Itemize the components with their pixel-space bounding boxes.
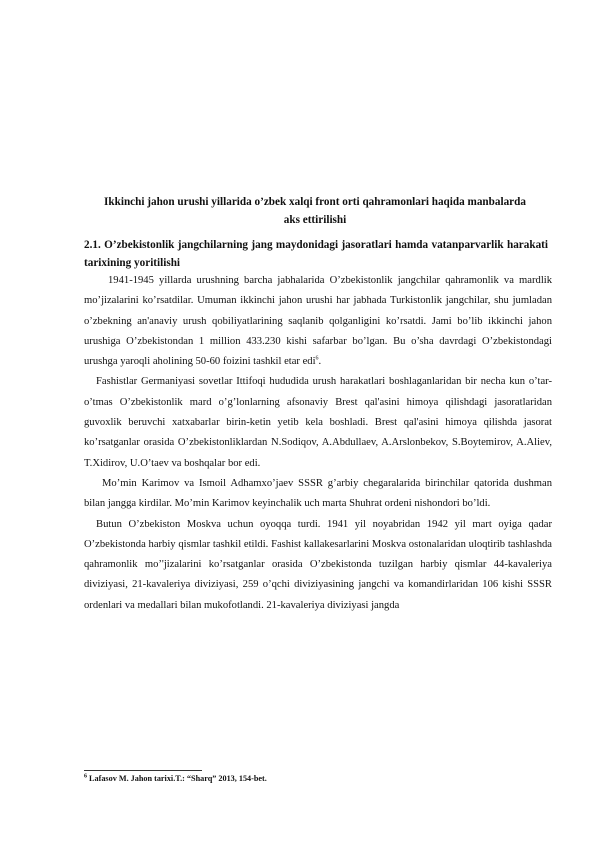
subsection-heading: 2.1. O’zbekistonlik jangchilarning jang maydonidagi jasoratlari hamda vatanparvarlik harakati tarixining yoritilishi	[84, 239, 548, 269]
body-text	[84, 271, 552, 616]
footnote-number: 6	[84, 773, 87, 780]
paragraph: 1941-1945 yillarda urushning barcha jabhalarida O’zbekistonlik jangchilar qahramonlik va mardlik mo’jizalarini ko’rsatdilar. Umuman ikkinchi jahon urushi har jabhada Turkistonlik jangchilar, shu jumladan o’zbekning an'anaviy urush qobiliyatlarining saqlanib qolganligini ko’rsatdi. Jami bo’lib ikkinchi jahon urushiga O’zbekistondan 1 million 433.230 kishi safarbar bo’lgan. Bu o’sha davrdagi O’zbekistondagi urushga yaroqli aholining 50-60 foizini tashkil etar edi$^6$.	[84, 275, 552, 368]
paragraph: Fashistlar Germaniyasi sovetlar Ittifoqi hududida urush harakatlari boshlaganlaridan bir necha kun o’tar-o’tmas O’zbekistonlik mard o’g’lonlarning afsonaviy Brest qal'asini himoya qilishdagi jasoratlaridan guvoxlik beruvchi xatxabarlar birin-ketin yetib kela boshladi. Brest qal'asini himoya qilishda jasorat ko’rsatganlar orasida O’zbekistonliklardan N.Sodiqov, A.Abdullaev, A.Arslonbekov, S.Boytemirov, A.Aliev, T.Xidirov, U.O’taev va boshqalar bor edi.	[84, 376, 552, 469]
footnote	[84, 773, 552, 785]
footnote-divider	[84, 770, 202, 771]
paragraph-text: 1941-1945 yillarda urushning barcha jabhalarida O’zbekistonlik jangchilar qahramonlik va mardlik mo’jizalarini ko’rsatdilar. Umuman ikkinchi jahon urushi har jabhada Turkistonlik jangchilar, shu jumladan o’zbekning an'anaviy urush qobiliyatlarining saqlanib qolganligini ko’rsatdi. Jami bo’lib ikkinchi jahon urushiga O’zbekistondan 1 million 433.230 kishi safarbar bo’lgan. Bu o’sha davrdagi O’zbekistondagi urushga yaroqli aholining 50-60 foizini tashkil etar edi	[84, 275, 552, 368]
paragraph: Mo’min Karimov va Ismoil Adhamxo’jaev SSSR g’arbiy chegaralarida birinchilar qatorida dushman bilan jangga kirdilar. Mo’min Karimov keyinchalik uch marta Shuhrat ordeni nishondori bo’ldi.	[84, 477, 552, 510]
footnote-text: Lafasov M. Jahon tarixi.T.: “Sharq” 2013, 154-bet.	[89, 774, 267, 783]
paragraph: Butun O’zbekiston Moskva uchun oyoqqa turdi. 1941 yil noyabridan 1942 yil mart oyiga qadar O’zbekistonda harbiy qismlar tashkil etildi. Fashist kallakesarlarini Moskva ostonalaridan uloqtirib tashlashda qahramonlik mo’'jizalarini ko’rsatganlar orasida O’zbekistonda tuzilgan harbiy qismlar 44-kavaleriya diviziyasi, 21-kavaleriya diviziyasi, 259 o’qchi diviziyasining jangchi va komandirlaridan 106 kishi SSSR ordenlari va medallari bilan mukofotlandi. 21-kavaleriya diviziyasi jangda	[84, 518, 552, 611]
section-title: Ikkinchi jahon urushi yillarida o’zbek xalqi front orti qahramonlari haqida manbalarda aks ettirilishi	[104, 196, 526, 226]
footnote-reference: 6	[315, 355, 319, 362]
